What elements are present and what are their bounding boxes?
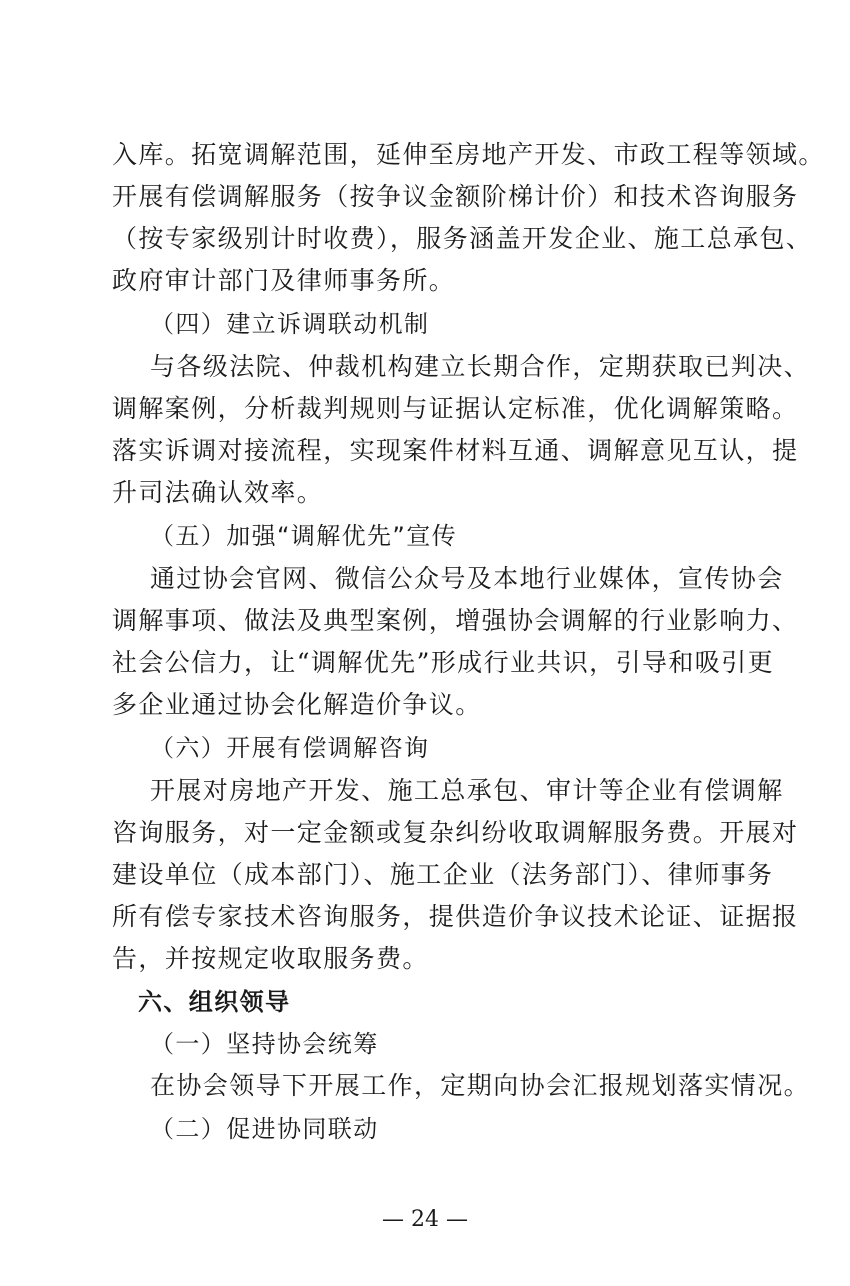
paragraph-line: 入库。拓宽调解范围，延伸至房地产开发、市政工程等领域。 — [112, 140, 825, 169]
paragraph-line: 调解事项、做法及典型案例，增强协会调解的行业影响力、 — [112, 606, 799, 635]
paragraph-line: 咨询服务，对一定金额或复杂纠纷收取调解服务费。开展对 — [112, 818, 799, 847]
paragraph-line: 调解案例，分析裁判规则与证据认定标准，优化调解策略。 — [112, 394, 799, 423]
paragraph-line: 通过协会官网、微信公众号及本地行业媒体，宣传协会 — [150, 564, 784, 593]
page-number: — 24 — — [382, 1207, 468, 1232]
paragraph-line: 建设单位（成本部门）、施工企业（法务部门）、律师事务 — [112, 860, 774, 889]
paragraph-line: 所有偿专家技术咨询服务，提供造价争议技术论证、证据报 — [112, 902, 799, 931]
paragraph-line: 与各级法院、仲裁机构建立长期合作，定期获取已判决、 — [150, 352, 811, 381]
paragraph-line: 开展有偿调解服务（按争议金额阶梯计价）和技术咨询服务 — [112, 182, 799, 211]
paragraph-line: （按专家级别计时收费），服务涵盖开发企业、施工总承包、 — [112, 224, 813, 253]
paragraph-line: 政府审计部门及律师事务所。 — [112, 266, 456, 295]
paragraph-line: 开展对房地产开发、施工总承包、审计等企业有偿调解 — [150, 776, 784, 805]
paragraph-line: 在协会领导下开展工作，定期向协会汇报规划落实情况。 — [150, 1071, 811, 1100]
subsection-heading: （一）坚持协会统筹 — [150, 1030, 379, 1058]
paragraph-line: 落实诉调对接流程，实现案件材料互通、调解意见互认，提 — [112, 436, 799, 465]
subsection-heading: （五）加强“调解优先”宣传 — [150, 522, 458, 550]
paragraph-line: 多企业通过协会化解造价争议。 — [112, 690, 482, 719]
paragraph-line: 社会公信力，让“调解优先”形成行业共识，引导和吸引更 — [112, 648, 774, 677]
subsection-heading: （四）建立诉调联动机制 — [150, 310, 430, 338]
section-heading: 六、组织领导 — [138, 988, 291, 1016]
subsection-heading: （二）促进协同联动 — [150, 1115, 379, 1143]
paragraph-line: 告，并按规定收取服务费。 — [112, 944, 429, 973]
paragraph-line: 升司法确认效率。 — [112, 478, 324, 507]
subsection-heading: （六）开展有偿调解咨询 — [150, 734, 430, 762]
